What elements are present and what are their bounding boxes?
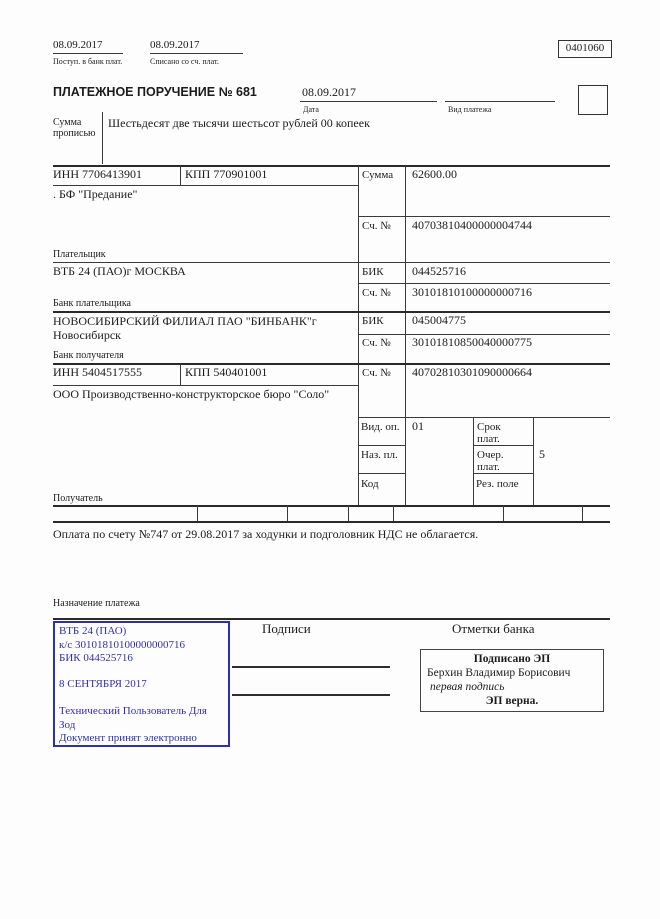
- table-border: [53, 385, 358, 386]
- reserve-field-label: Рез. поле: [476, 478, 519, 490]
- signatures-heading: Подписи: [262, 621, 311, 636]
- table-border: [533, 417, 534, 505]
- bank-stamp-corr-account: к/с 30101810100000000716: [59, 638, 186, 651]
- table-border: [582, 505, 583, 521]
- esign-role: первая подпись: [430, 681, 505, 693]
- payer-bank-name: ВТБ 24 (ПАО)г МОСКВА: [53, 264, 186, 278]
- table-border: [53, 311, 610, 313]
- payment-term-label: Срок плат.: [477, 421, 501, 445]
- bank-stamp-bik: БИК 044525716: [59, 652, 133, 664]
- payer-account: 40703810400000004744: [412, 218, 532, 232]
- payee-account-label: Сч. №: [362, 367, 391, 379]
- table-border: [358, 445, 405, 446]
- payer-bank-account: 30101810100000000716: [412, 285, 532, 299]
- esignature-stamp: [420, 649, 604, 712]
- debited-from-account-label: Списано со сч. плат.: [150, 57, 219, 66]
- amount-words-label: Сумма прописью: [53, 117, 96, 139]
- payment-kind-label: Вид платежа: [448, 105, 492, 114]
- divider-line: [53, 53, 123, 54]
- table-border: [53, 521, 610, 523]
- code-label: Код: [361, 478, 379, 490]
- table-border: [197, 505, 198, 521]
- form-code: 0401060: [565, 42, 605, 54]
- esign-valid: ЭП верна.: [485, 695, 539, 707]
- op-kind-label: Вид. оп.: [361, 421, 400, 433]
- payee-bank-section-label: Банк получателя: [53, 350, 124, 361]
- received-in-bank-label: Поступ. в банк плат.: [53, 57, 123, 66]
- bank-stamp-bank: ВТБ 24 (ПАО): [59, 625, 127, 637]
- table-border: [287, 505, 288, 521]
- priority-label: Очер. плат.: [477, 449, 504, 473]
- payment-kind-box: [578, 85, 608, 115]
- amount-words-value: Шестьдесят две тысячи шестьсот рублей 00 копеек: [108, 116, 370, 130]
- divider-line: [150, 53, 243, 54]
- esign-name: Берхин Владимир Борисович: [427, 667, 571, 679]
- priority-value: 5: [539, 447, 545, 461]
- payee-name: ООО Производственно-конструкторское бюро "Соло": [53, 387, 330, 401]
- purpose-section-label: Назначение платежа: [53, 598, 140, 609]
- op-kind-value: 01: [412, 419, 424, 433]
- payer-name: . БФ "Предание": [53, 187, 138, 201]
- payee-bank-bik-label: БИК: [362, 315, 384, 327]
- bank-stamp-user: Технический Пользователь Для Зод: [59, 705, 207, 731]
- payee-bank-name: НОВОСИБИРСКИЙ ФИЛИАЛ ПАО "БИНБАНК"г Новосибирск: [53, 314, 317, 342]
- esign-title: Подписано ЭП: [473, 653, 551, 665]
- page-title: ПЛАТЕЖНОЕ ПОРУЧЕНИЕ № 681: [53, 85, 257, 99]
- table-border: [473, 473, 533, 474]
- table-border: [358, 216, 610, 217]
- payer-account-label: Сч. №: [362, 220, 391, 232]
- payee-bank-bik: 045004775: [412, 313, 466, 327]
- divider-line: [53, 618, 610, 620]
- form-code-box: [558, 40, 612, 58]
- signature-line-second: [232, 694, 390, 696]
- table-border: [180, 165, 181, 185]
- divider-line: [300, 101, 437, 102]
- document-date: 08.09.2017: [302, 85, 356, 99]
- table-border: [358, 283, 610, 284]
- table-border: [473, 417, 474, 505]
- payer-section-label: Плательщик: [53, 249, 106, 260]
- table-border: [503, 505, 504, 521]
- table-border: [53, 185, 358, 186]
- table-border: [348, 505, 349, 521]
- purpose-code-label: Наз. пл.: [361, 449, 398, 461]
- payer-bank-bik-label: БИК: [362, 266, 384, 278]
- purpose-text: Оплата по счету №747 от 29.08.2017 за ходунки и подголовник НДС не облагается.: [53, 527, 479, 541]
- payee-bank-account-label: Сч. №: [362, 337, 391, 349]
- divider-line: [445, 101, 555, 102]
- payer-inn: ИНН 7706413901: [53, 167, 142, 181]
- payer-bank-account-label: Сч. №: [362, 287, 391, 299]
- received-in-bank-date: 08.09.2017: [53, 39, 103, 51]
- bank-marks-heading: Отметки банка: [452, 621, 535, 636]
- table-border: [358, 473, 405, 474]
- payee-section-label: Получатель: [53, 493, 103, 504]
- amount-label: Сумма: [362, 169, 394, 181]
- amount-value: 62600.00: [412, 167, 457, 181]
- payee-bank-account: 30101810850040000775: [412, 335, 532, 349]
- payer-kpp: КПП 770901001: [185, 167, 268, 181]
- divider-line: [102, 112, 103, 164]
- table-border: [53, 505, 610, 507]
- payee-kpp: КПП 540401001: [185, 365, 268, 379]
- debited-from-account-date: 08.09.2017: [150, 39, 200, 51]
- bank-acceptance-stamp: [53, 621, 230, 747]
- payer-bank-bik: 044525716: [412, 264, 466, 278]
- payee-inn: ИНН 5404517555: [53, 365, 142, 379]
- bank-stamp-date: 8 СЕНТЯБРЯ 2017: [59, 677, 147, 690]
- payer-bank-section-label: Банк плательщика: [53, 298, 131, 309]
- signature-line-first: [232, 666, 390, 668]
- table-border: [53, 262, 610, 263]
- table-border: [358, 417, 610, 418]
- table-border: [180, 363, 181, 385]
- table-border: [473, 445, 533, 446]
- table-border: [393, 505, 394, 521]
- bank-stamp-accepted: Документ принят электронно: [59, 732, 197, 744]
- date-label: Дата: [303, 105, 319, 114]
- payee-account: 40702810301090000664: [412, 365, 532, 379]
